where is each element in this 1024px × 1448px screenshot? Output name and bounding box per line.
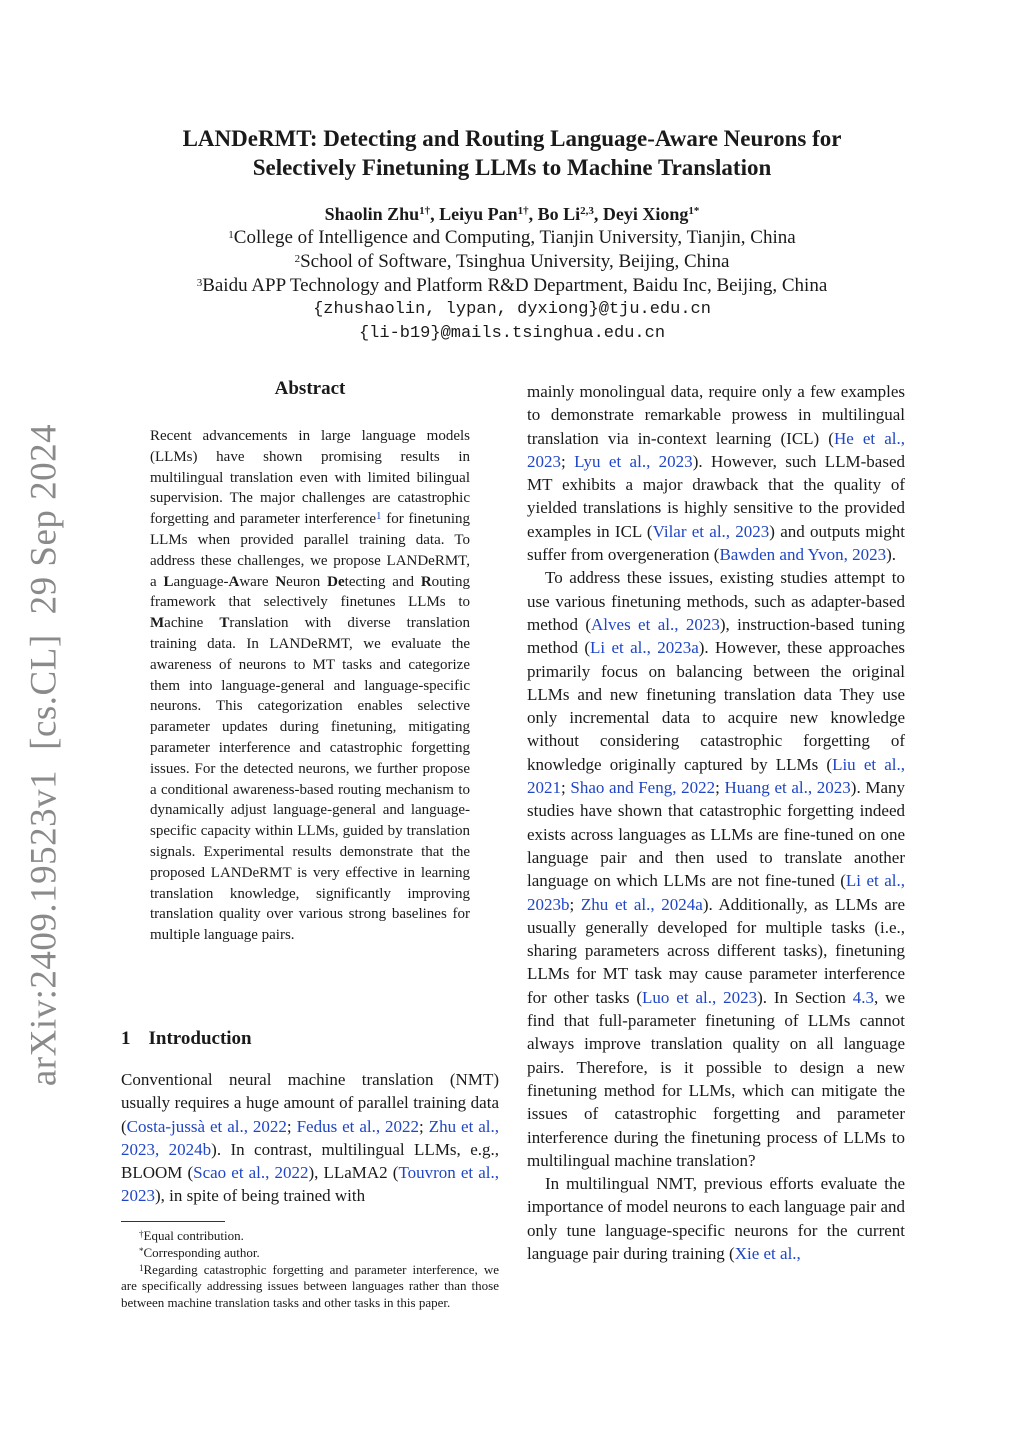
arxiv-date: 29 Sep 2024 <box>23 423 65 615</box>
arxiv-category: [cs.CL] <box>23 634 65 750</box>
arxiv-id: arXiv:2409.19523v1 <box>23 769 65 1087</box>
paragraph-text: In multilingual NMT, previous efforts evaluate the importance of model neurons to each language pair and only tune language-specific neurons for the current language pair during training ( <box>527 1174 905 1263</box>
paragraph-text: ; <box>715 778 725 798</box>
citation-link[interactable]: Fedus et al., 2022 <box>296 1116 420 1136</box>
abstract-heading: Abstract <box>274 378 346 399</box>
citation-link[interactable]: Huang et al., 2023 <box>724 778 851 798</box>
author-name: Bo Li <box>537 204 581 224</box>
arxiv-sidebar-stamp <box>23 424 66 1086</box>
acronym-letter: M <box>150 615 165 632</box>
paragraph-text: ), in spite of being trained with <box>155 1186 366 1206</box>
citation-link[interactable]: Alves et al., 2023 <box>591 614 720 634</box>
paragraph-text: , we find that full-parameter finetuning of LLMs cannot always improve translation quality on all language pairs. Therefore, is it possible to design a new finetuning method for LLMs, which can mitigate the issues of catastrophic forgetting and parameter interference during the finetuning process of LLMs to multilingual machine translation? <box>527 987 905 1170</box>
footnote <box>121 1245 499 1262</box>
affiliation <box>120 250 904 274</box>
email-line-2: {li-b19}@mails.tsinghua.edu.cn <box>358 324 666 343</box>
title-line-1: LANDeRMT: Detecting and Routing Language-Aware Neurons for <box>182 126 842 151</box>
citation-link[interactable]: Vilar et al., 2023 <box>652 521 770 541</box>
paragraph-text: ). In Section <box>757 987 853 1007</box>
author-mark: 2,3 <box>580 205 594 217</box>
citation-link[interactable]: He et al., 2023 <box>527 428 905 471</box>
paragraph-text: ; <box>286 1116 297 1136</box>
acronym-letter: A <box>228 573 240 590</box>
author-name: Deyi Xiong <box>602 204 689 224</box>
paragraph <box>527 1172 905 1265</box>
citation-link[interactable]: Costa-jussà et al., 2022 <box>126 1116 287 1136</box>
acronym-word: euron <box>286 573 328 590</box>
acronym-letter: De <box>327 573 345 590</box>
author-mark: 1† <box>419 205 431 217</box>
author-list: Shaolin Zhu$^{1\dagger}$, Leiyu Pan$^{1\dagger}$, Bo Li$^{2,3}$, Deyi Xiong$^{1*}$ <box>324 204 700 224</box>
affiliation-text: School of Software, Tsinghua University, Beijing, China <box>300 251 730 272</box>
abstract-text: for finetuning LLMs when provided parallel training data. To address these challenges, we propose LANDeRMT, a <box>150 511 470 590</box>
paragraph-text: ), instruction-based tuning method ( <box>527 614 905 658</box>
section-title: Introduction <box>148 1028 252 1049</box>
abstract-text: Recent advancements in large language models (LLMs) have shown promising results in multilingual translation even with limited bilingual supervision. The major challenges are catastrophic forgetting and parameter interference <box>150 428 470 528</box>
abstract-body <box>150 426 470 946</box>
intro-right-column <box>527 380 905 1265</box>
footnote-text: Corresponding author. <box>143 1244 260 1260</box>
footnote <box>121 1262 499 1312</box>
paper-header <box>120 124 904 346</box>
citation-link[interactable]: Shao and Feng, 2022 <box>570 778 716 798</box>
email-line-1: {zhushaolin, lypan, dyxiong}@tju.edu.cn <box>313 300 711 319</box>
citation-link[interactable]: Li et al., 2023b <box>527 871 905 914</box>
citation-link[interactable]: Zhu et al., 2023, 2024b <box>121 1116 500 1159</box>
footnote-mark: † <box>139 1229 144 1239</box>
paragraph-text: ; <box>561 451 575 471</box>
citation-link[interactable]: Zhu et al., 2024a <box>580 894 703 914</box>
footnote-divider <box>121 1221 225 1222</box>
paragraph <box>527 566 905 1172</box>
paragraph-text: Conventional neural machine translation (NMT) usually requires a huge amount of parallel training data ( <box>121 1070 499 1136</box>
paper-title <box>120 124 904 182</box>
acronym-word: achine <box>164 615 220 632</box>
paragraph-text: ). Additionally, as LLMs are usually generally developed for multiple tasks (i.e., sharing parameters across different tasks), finetuning LLMs for MT task may cause parameter interference for other tasks ( <box>527 894 905 1007</box>
citation-link[interactable]: Touvron et al., 2023 <box>121 1163 499 1206</box>
citation-link[interactable]: Liu et al., 2021 <box>527 754 905 798</box>
paragraph-text: ; <box>561 778 571 798</box>
acronym-word: anguage- <box>173 573 229 590</box>
footnote-text: Regarding catastrophic forgetting and parameter interference, we are specifically addressing issues between languages rather than those between machine translation tasks and other tasks in this paper. <box>121 1261 499 1311</box>
abstract-text: with diverse translation training data. In LANDeRMT, we evaluate the awareness of neurons to MT tasks and categorize them into language-general and language-specific neurons. This categorization enables selective parameter updates during finetuning, mitigating parameter interference and catastrophic forgetting issues. For the detected neurons, we further propose a conditional awareness-based routing mechanism to dynamically adjust language-general and language-specific capacity within LLMs, guided by translation signals. Experimental results demonstrate that the proposed LANDeRMT is very effective in learning translation knowledge, significantly improving translation quality over various strong baselines for multiple language pairs. <box>150 615 470 944</box>
author-mark: 1† <box>517 205 529 217</box>
acronym-word: ware <box>239 573 276 590</box>
footnotes <box>121 1228 499 1312</box>
paragraph-text: ; <box>419 1116 429 1136</box>
affiliation-text: College of Intelligence and Computing, Tianjin University, Tianjin, China <box>233 227 796 248</box>
footnote-ref[interactable]: 1 <box>376 510 382 523</box>
affiliation <box>120 274 904 298</box>
paragraph-text: ) and outputs might suffer from overgeneration ( <box>527 521 905 565</box>
paragraph-text: To address these issues, existing studies attempt to use various finetuning methods, such as adapter-based method ( <box>527 568 905 634</box>
acronym-word: ranslation <box>229 615 289 632</box>
author-name: Leiyu Pan <box>439 204 518 224</box>
acronym-letter: L <box>163 573 174 590</box>
affiliation <box>120 226 904 250</box>
footnote-mark: 1 <box>139 1262 144 1273</box>
paragraph <box>121 1068 499 1208</box>
paragraph-text: ). Many studies have shown that catastrophic forgetting indeed exists across languages as LLMs are fine-tuned on one language pair and then used to translate another language on which LLMs are not fine-tuned ( <box>527 778 905 891</box>
paragraph-text: ), LLaMA2 ( <box>308 1163 399 1183</box>
footnote <box>121 1228 499 1245</box>
paragraph-text: ). <box>886 545 897 565</box>
paragraph-text: ). However, such LLM-based MT exhibits a major drawback that the quality of yielded translations is highly sensitive to the provided examples in ICL ( <box>527 451 905 541</box>
affiliation-num: 2 <box>294 253 301 265</box>
footnote-text: Equal contribution. <box>143 1228 244 1243</box>
affiliation-num: 3 <box>196 277 203 289</box>
paragraph <box>527 380 905 566</box>
citation-link[interactable]: 4.3 <box>852 987 875 1007</box>
paragraph-text: ; <box>569 894 581 914</box>
acronym-word: outing framework that selectively finetunes LLMs to <box>150 573 470 611</box>
paragraph-text: ). In contrast, multilingual LLMs, e.g., BLOOM ( <box>121 1139 500 1183</box>
citation-link[interactable]: Luo et al., 2023 <box>642 987 758 1007</box>
citation-link[interactable]: Bawden and Yvon, 2023 <box>719 545 887 565</box>
affiliation-text: Baidu APP Technology and Platform R&D Department, Baidu Inc, Beijing, China <box>202 275 828 296</box>
citation-link[interactable]: Scao et al., 2022 <box>193 1163 309 1183</box>
acronym-letter: T <box>219 615 230 632</box>
acronym-word: tecting and <box>344 573 421 590</box>
paragraph-text: mainly monolingual data, require only a few examples to demonstrate remarkable prowess in multilingual translation via in-context learning (ICL) ( <box>527 382 905 448</box>
paragraph-text: ). However, these approaches primarily focus on balancing between the original LLMs and new finetuning translation data They use only incremental data to acquire new knowledge without considering catastrophic forgetting of knowledge originally captured by LLMs ( <box>527 638 905 774</box>
affiliation-num: 1 <box>228 229 234 241</box>
acronym-letter: R <box>420 573 432 590</box>
footnote-mark: * <box>139 1245 144 1256</box>
section-number: 1 <box>121 1028 131 1049</box>
title-line-2: Selectively Finetuning LLMs to Machine Translation <box>252 155 772 180</box>
section-heading <box>121 1028 252 1050</box>
citation-link[interactable]: Li et al., 2023a <box>590 638 699 658</box>
intro-left-column <box>121 1068 499 1208</box>
author-name: Shaolin Zhu <box>324 204 420 224</box>
citation-link[interactable]: Lyu et al., 2023 <box>574 451 693 471</box>
author-mark: 1* <box>688 205 700 217</box>
citation-link[interactable]: Xie et al., <box>734 1243 801 1263</box>
acronym-letter: N <box>275 573 287 590</box>
